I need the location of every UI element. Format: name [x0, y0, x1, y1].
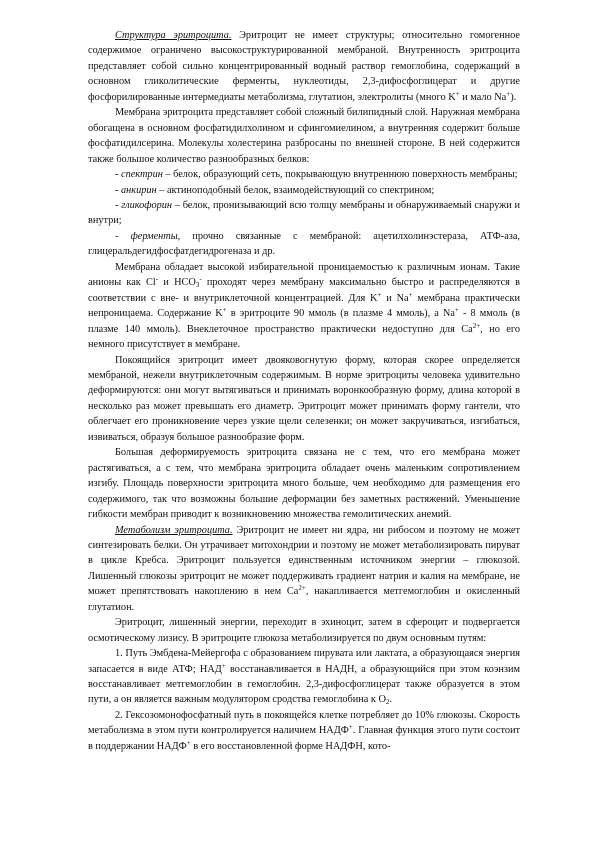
paragraph-energy-loss	[88, 615, 520, 646]
paragraph-permeability	[88, 260, 520, 353]
superscript: +	[408, 290, 413, 299]
text-run: Эритроцит не имеет структуры; относительно гомогенное содержимое ограничено высокоструктурированной мембраной. Внутренность эритроцита представляет собой сильно концентрированный водный раствор гемоглобина, содержащий в основном гликолитические ферменты, нуклеотиды, 2,3-дифосфоглицерат и другие фосфорилированные интермедиаты метаболизма, глутатион, электролиты (много K	[88, 30, 520, 103]
list-item-ankyrin	[88, 183, 520, 198]
superscript: -	[199, 275, 202, 284]
term-label: гликофорин	[121, 199, 173, 211]
text-run: в эритроците 90 ммоль (в плазме 4 ммоль), а Na	[226, 308, 455, 320]
text-run: -	[115, 199, 122, 211]
paragraph-membrane	[88, 105, 520, 167]
text-run: проходят через мембрану максимально быстро и распределяются в соответствии с вне- и внутриклеточной концентрацией. Для K	[88, 277, 520, 304]
text-run: – актиноподобный белок, взаимодействующий со спектрином;	[156, 184, 435, 196]
text-run: , но его немного присутствует в мембране.	[88, 323, 520, 351]
superscript: -	[155, 275, 159, 284]
subscript: 2	[385, 698, 390, 707]
text-run: - 8 ммоль (в плазме 140 ммоль). Внеклеточное пространство практически недоступно для Ca	[88, 308, 521, 335]
text-run: мембрана практически непроницаема. Содержание K	[88, 292, 520, 320]
paragraph-structure-heading	[88, 28, 520, 105]
superscript: +	[186, 738, 191, 747]
text-run: 2. Гексозомонофосфатный путь в покоящейся клетке потребляет до 10% глюкозы. Скорость метаболизма в этом пути контролируется наличием НАДФ	[88, 709, 520, 737]
text-run: Эритроцит не имеет ни ядра, ни рибосом и поэтому не может синтезировать белки. Он утрачивает митохондрии и поэтому не может метаболизировать пируват в цикле Кребса. Эритроцит пользуется единственным источником энергии – глюкозой. Лишенный глюкозы эритроцит не может поддерживать градиент натрия и калия на мембране, не может препятствовать накоплению в нем Ca	[88, 524, 520, 598]
paragraph-metabolism-heading	[88, 523, 520, 616]
text-run: ).	[510, 91, 517, 103]
text-run: Эритроцит, лишенный энергии, переходит в эхиноцит, затем в сфероцит и подвергается осмотическому лизису. В эритроците глюкоза метаболизируется по двум основным путям:	[88, 617, 520, 644]
term-label: спектрин	[121, 169, 163, 181]
text-run: и HCO	[158, 277, 196, 289]
text-run: восстанавливается в НАДН, а образующийся при этом коэнзим восстанавливает метгемоглобин в гемоглобин. 2,3-дифосфоглицерат также образуется в этом пути, а он является важным модулятором сродства гемоглобина к O	[88, 663, 520, 706]
text-run: . Главная функция этого пути состоит в поддержании НАДФ	[88, 725, 521, 752]
text-run: в его восстановленной форме НАДФН, кото-	[190, 740, 391, 752]
list-item-enzymes	[88, 229, 520, 260]
superscript: +	[506, 89, 511, 98]
paragraph-shape	[88, 353, 520, 446]
superscript: +	[221, 661, 226, 670]
text-run: и мало Na	[459, 91, 507, 103]
subscript: 3	[195, 281, 200, 290]
text-run: – белок, образующий сеть, покрывающую внутреннюю поверхность мембраны;	[162, 169, 518, 181]
text-run: .	[389, 694, 392, 706]
section-heading: Метаболизм эритроцита.	[115, 524, 233, 536]
text-run: 1. Путь Эмбдена-Мейергофа с образованием пирувата или лактата, а образующаяся энергия запасается в виде АТФ; НАД	[88, 648, 520, 675]
list-item-spectrin	[88, 167, 520, 182]
term-label: ферменты,	[130, 230, 181, 242]
text-run: Мембрана обладает высокой избирательной проницаемостью к различным ионам. Такие анионы как Cl	[88, 261, 520, 289]
superscript: +	[454, 306, 459, 315]
list-item-glycophorin	[88, 198, 520, 229]
section-heading: Структура эритроцита.	[115, 30, 232, 41]
superscript: +	[348, 723, 353, 732]
paragraph-hexose-monophosphate	[88, 708, 520, 754]
text-run: прочно связанные с мембраной: ацетилхолинэстераза, АТФ-аза, глицеральдегидфосфатдегидрогеназа и др.	[88, 230, 520, 258]
superscript: 2+	[298, 584, 306, 593]
text-run: Покоящийся эритроцит имеет двояковогнутую форму, которая скорее определяется мембраной, нежели внутриклеточным содержимым. В норме эритроциты человека удивительно деформируются: они могут вытягиваться и принимать воронкообразную форму, длина которой в несколько раз может превышать его диаметр. Эритроцит может принимать форму гантели, что облегчает его проникновение через узкие щели селезенки; он может закручиваться, изгибаться, извиваться, образуя большое разнообразие форм.	[88, 354, 520, 443]
superscript: +	[455, 89, 460, 98]
superscript: 2+	[472, 321, 481, 330]
text-run: – белок, пронизывающий всю толщу мембраны и обнаруживаемый снаружи и внутри;	[88, 199, 520, 227]
text-run: Мембрана эритроцита представляет собой сложный билипидный слой. Наружная мембрана обогащена в основном фосфатидилхолином и сфингомиелином, а внутренняя содержит больше фосфатидилсерина. Молекулы холестерина разбросаны по внешней стороне. В ней содержится также большое количество разнообразных белков:	[88, 107, 520, 165]
text-run: -	[115, 230, 131, 242]
term-label: анкирин	[121, 184, 157, 196]
text-run: , накапливается метгемоглобин и окисленный глутатион.	[88, 586, 521, 613]
document-page	[88, 0, 520, 754]
text-run: и Na	[381, 292, 409, 304]
superscript: +	[222, 306, 227, 315]
text-run: -	[115, 169, 122, 181]
text-run: -	[115, 184, 122, 196]
text-run: Большая деформируемость эритроцита связана не с тем, что его мембрана может растягиваться, а с тем, что мембрана эритроцита обладает очень маленьким сопротивлением изгибу. Площадь поверхности эритроцита много больше, чем необходимо для размещения его содержимого, так что возможны большие деформации без заметных растяжений. Уменьшение гибкости мембран приводит к возникновению множества гемолитических анемий.	[88, 447, 520, 521]
paragraph-deformability	[88, 445, 520, 522]
superscript: +	[377, 290, 382, 299]
paragraph-embden-meyerhof	[88, 646, 520, 708]
